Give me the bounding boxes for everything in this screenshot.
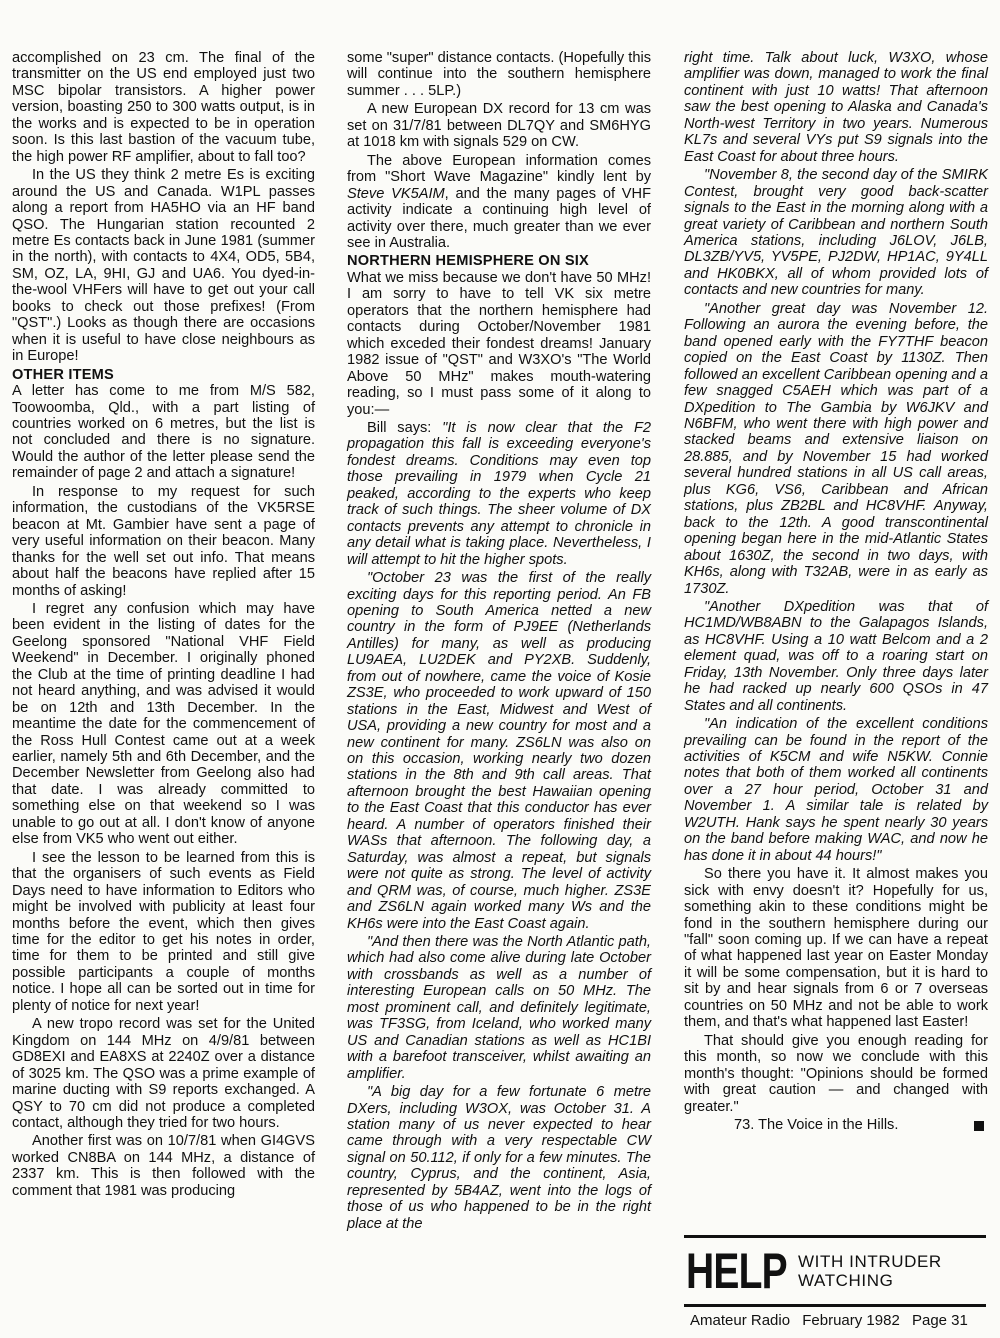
paragraph: That should give you enough reading for this month, so now we conclude with this month's thought: "Opinions should be formed with great caution — and changed with greater." <box>684 1032 988 1115</box>
quote-paragraph: "An indication of the excellent conditions prevailing can be found in the report of the activities of K5CM and wife N5KW. Connie notes that both of them worked all continents over a 27 hour period, October 31 and November 1. A similar tale is related by W2UTH. Hank says he spent nearly 30 years on the band before making WAC, and now he has done it in about 44 hours!" <box>684 716 988 864</box>
text-run: Bill says: <box>367 419 443 436</box>
help-line-1: WITH INTRUDER <box>798 1252 942 1271</box>
paragraph: A new tropo record was set for the United Kingdom on 144 MHz on 4/9/81 between GD8EXI and EA8XS at 2240Z over a distance of 3025 km. The QSO was a prime example of marine ducting with S9 reports exchanged. A QSY to 70 cm did not produce a completed contact, although they tried for two hours. <box>12 1016 315 1131</box>
help-line-2: WATCHING <box>798 1271 894 1290</box>
quote-paragraph: right time. Talk about luck, W3XO, whose amplifier was down, managed to work the final continent with just 10 watts! That afternoon saw the best opening to Alaska and Canada's North-west Territory in two years. Numerous KL7s and several VYs put S9 signals into the East Coast for about three hours. <box>684 50 988 165</box>
paragraph: A new European DX record for 13 cm was set on 31/7/81 between DL7QY and SM6HYG at 1018 km with signals 529 on CW. <box>347 101 651 151</box>
paragraph: So there you have it. It almost makes you sick with envy doesn't it? Hopefully for us, something akin to these conditions might be fond in the southern hemisphere during our "fall" soon coming up. If we can have a repeat of what happened last year on Easter Monday it will be some compensation, but it is hard to sit by and hear signals from 6 or 7 overseas countries on 50 MHz and not be able to work them, and that's what happened last Easter! <box>684 866 988 1031</box>
paragraph <box>347 153 651 252</box>
help-subtitle <box>798 1252 942 1290</box>
end-mark-icon <box>974 1121 984 1131</box>
quote-paragraph: "A big day for a few fortunate 6 metre DXers, including W3OX, was October 31. A station many of us never expected to hear came through with a very respectable CW signal on 50.112, if only for a few minutes. The country, Cyprus, and the continent, Asia, represented by 5B4AZ, went into the logs of those of us who happened to be in the right place at the <box>347 1084 651 1232</box>
paragraph: In the US they think 2 metre Es is exciting around the US and Canada. W1PL passes along a report from HA5HO via an HF band QSO. The Hungarian station recounted 2 metre Es contacts back in June 1981 (summer in the north), with contacts to 4X4, OD5, 5B4, SM, OZ, LA, 9HI, GJ and UA6. You dyed-in-the-wool VHFers will have to get out your call books to check out those prefixes! (From "QST".) Looks as though there are occasions when it is useful to have close neighbours as in Europe! <box>12 167 315 365</box>
paragraph: A letter has come to me from M/S 582, Toowoomba, Qld., with a part listing of countries worked on 6 metres, but the list is not concluded and there is no signature. Would the author of the letter please send the remainder of page 2 and attach a signature! <box>12 383 315 482</box>
quote-paragraph: "November 8, the second day of the SMIRK Contest, brought very good back-scatter signals to the East in the morning along with a great variety of Caribbean and northern South America stations, including J6LOV, J6LB, DL3ZB/YV5, YV5PE, PJ2DW, HP1AC, 9Y4LL and HK0BKX, all of whom provided lots of contacts and new countries for many. <box>684 167 988 299</box>
column-3 <box>684 50 988 1135</box>
signature-line <box>684 1117 988 1133</box>
paragraph: I see the lesson to be learned from this is that the organisers of such events as Field Days need to have information to Editors who might be involved with publicity at least four months before the event, which then gives time for the editor to get his notes in order, time for them to be printed and still give possible participants a couple of months notice. I hope all can be sorted out in time for plenty of notice for next year! <box>12 849 315 1014</box>
magazine-name: Amateur Radio <box>690 1312 791 1329</box>
author-name: Steve VK5AIM <box>347 185 445 202</box>
paragraph: What we miss because we don't have 50 MHz! I am sorry to have to tell VK six metre operators that the northern hemisphere had contacts during October/November 1981 which exceded their fondest dreams! January 1982 issue of "QST" and W3XO's "The World Above 50 MHz" makes mouth-watering reading, so I must pass some of it along to you:— <box>347 269 651 418</box>
help-banner <box>684 1235 986 1307</box>
column-1 <box>12 50 315 1201</box>
paragraph: some "super" distance contacts. (Hopefully this will continue into the southern hemisphere summer . . . 5LP.) <box>347 50 651 99</box>
paragraph: Another first was on 10/7/81 when GI4GVS worked CN8BA on 144 MHz, a distance of 2337 km. This is then followed with the comment that 1981 was producing <box>12 1133 315 1199</box>
help-word: HELP <box>686 1243 787 1299</box>
text-run: The above European information comes from "Short Wave Magazine" kindly lent by <box>347 152 651 186</box>
quote-paragraph: "Another DXpedition was that of HC1MD/WB8ABN to the Galapagos Islands, as HC8VHF. Using a 10 watt Belcom and a 2 element quad, was off to a roaring start on Friday, 13th November. Only three days later he had racked up nearly 600 QSOs in 47 States and all continents. <box>684 598 988 714</box>
signature-text: 73. The Voice in the Hills. <box>734 1117 899 1133</box>
issue-date: February 1982 <box>802 1312 900 1329</box>
paragraph: I regret any confusion which may have been evident in the listing of dates for the Geelong sponsored "National VHF Field Weekend" in December. I originally phoned the Club at the time of printing deadline I had not heard anything, and was advised it would be on 12th and 13th December. In the meantime the date for the commencement of the Ross Hull Contest came out at a week earlier, namely 5th and 6th December, and the December Newsletter from Geelong also had that date. I was already committed to something else on that weekend so I was unable to go out at all. I don't know of anyone else from VK5 who went out either. <box>12 600 315 848</box>
paragraph: accomplished on 23 cm. The final of the transmitter on the US end employed just two MSC bipolar transistors. A higher power version, boasting 250 to 300 watts output, is in the works and is expected to be in operation soon. Is this last bastion of the vacuum tube, the high power RF amplifier, about to fall too? <box>12 50 315 165</box>
column-2 <box>347 50 651 1234</box>
quote-paragraph: "And then there was the North Atlantic path, which had also come alive during late October with crossbands as well as a number of interesting European calls on 50 MHz. The most prominent call, and definitely legitimate, was TF3SG, from Iceland, who worked many US and Canadian stations as well as HC1BI with a barefoot transceiver, whilst awaiting an amplifier. <box>347 934 651 1082</box>
paragraph <box>347 420 651 568</box>
heading-other-items: OTHER ITEMS <box>12 366 114 383</box>
quote-paragraph: "Another great day was November 12. Following an aurora the evening before, the band opened early with the FY7THF beacon copied on the East Coast by 1130Z. Then followed an excellent Caribbean opening and a few snagged C5AEH which was part of a DXpedition to The Gambia by W6JKV and N6BFM, who went there with high power and stacked beams and extensive liaison on 28.885, and by November 15 had worked several hundred stations in all US call areas, plus KG6, VS6, Caribbean and African stations, plus ZB2BL and HC8VHF. Anyway, back to the 12th. A good transcontinental opening began here in the mid-Atlantic States about 1630Z, the second in two days, with KH6s, along with T32AB, were in as early as 1730Z. <box>684 300 988 597</box>
quote-paragraph: "October 23 was the first of the really exciting days for this reporting period. An FB opening to South America netted a new country in the form of PJ9EE (Netherlands Antilles) for many, as well as producing LU9AEA, LU2DEK and PY2XB. Suddenly, from out of nowhere, came the voice of Kosie ZS3E, who proceeded to work upward of 150 stations in the East, Midwest and West of USA, providing a new country for most and a new continent for many. ZS6LN was also on on this occasion, working nearly two dozen stations in the 8th and 9th call areas. That afternoon brought the best Hawaiian opening to the East Coast that this conductor has ever heard. A number of operators finished their WASs that afternoon. The following day, a Saturday, was almost a repeat, but signals were not quite as strong. The level of activity and QRM was, of course, much higher. ZS3E and ZS6LN again worked many Ws and the KH6s were into the East Coast again. <box>347 570 651 932</box>
heading-northern-hemisphere: NORTHERN HEMISPHERE ON SIX <box>347 253 589 270</box>
quote-run: "It is now clear that the F2 propagation this fall is exceeding everyone's fondest dreams. Conditions may even top those prevailing in 1979 when Cycle 21 peaked, according to the experts who keep track of such things. The sheer volume of DX contacts prevents any attempt to chronicle in any detail what is taking place. Nevertheless, I will attempt to hit the higher spots. <box>347 419 651 568</box>
text-run: , and the many pages of VHF activity indicate a continuing high level of activity over there, much greater than we ever see in Australia. <box>347 185 651 251</box>
page-number: Page 31 <box>911 1312 968 1329</box>
paragraph: In response to my request for such information, the custodians of the VK5RSE beacon at Mt. Gambier have sent a page of very useful information on their beacon. Many thanks for the well set out info. That means about half the beacons have replied after 15 months of asking! <box>12 483 315 599</box>
page-footer <box>690 1312 990 1329</box>
